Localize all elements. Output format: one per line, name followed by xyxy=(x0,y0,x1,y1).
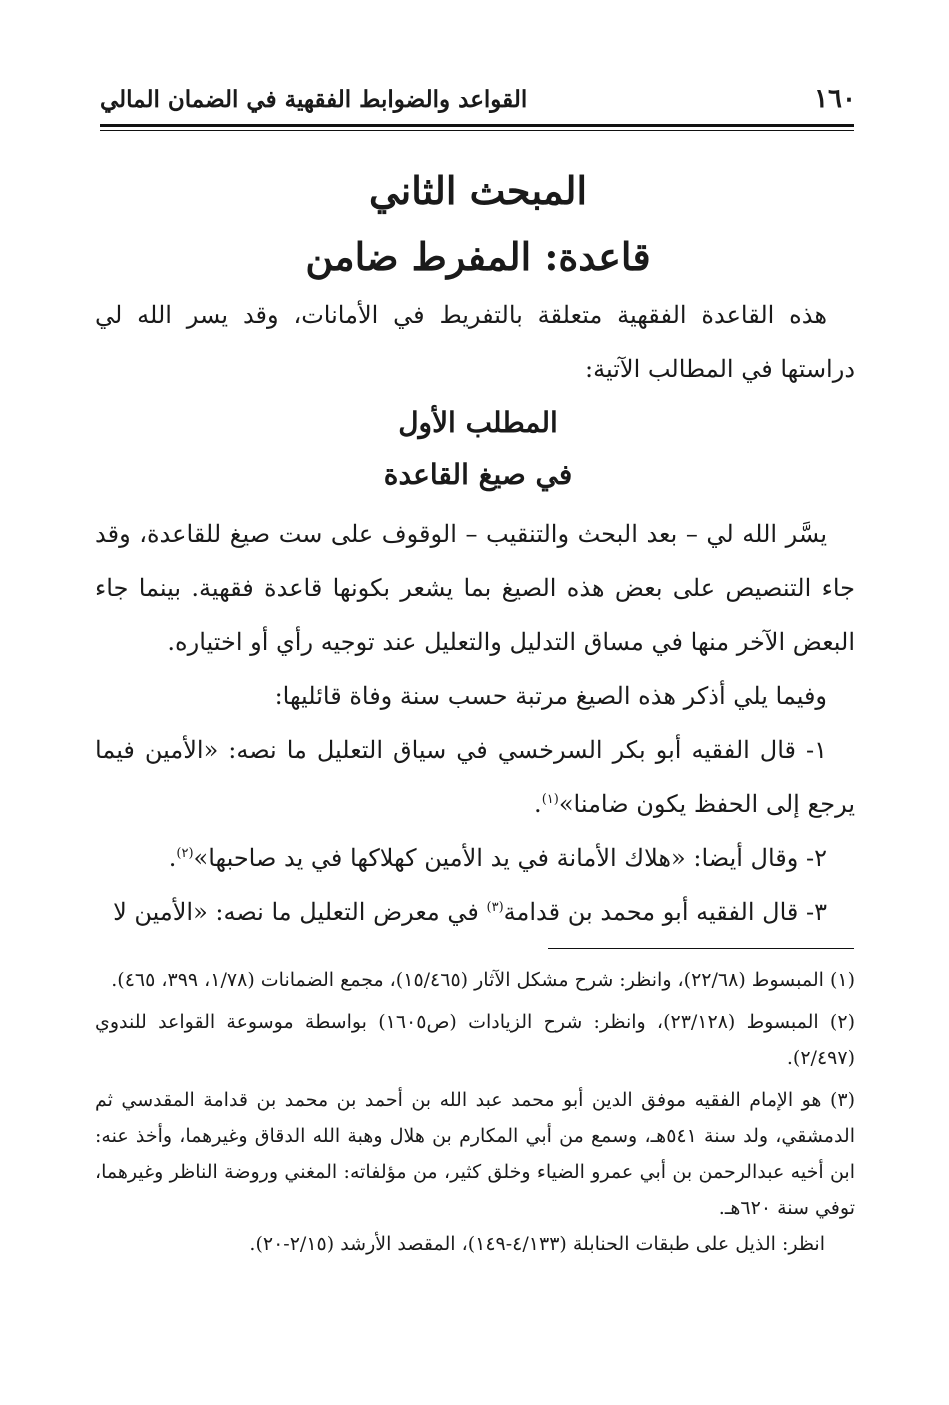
footnote-2: (٢) المبسوط (٢٣/١٢٨)، وانظر: شرح الزيادات (ص١٦٠٥) بواسطة موسوعة القواعد للندوي (٢/٤٩٧). xyxy=(95,1011,855,1069)
paragraph-formulas: يسَّر الله لي – بعد البحث والتنقيب – الوقوف على ست صيغ للقاعدة، وقد جاء التنصيص على بعض هذه الصيغ بما يشعر بكونها قاعدة فقهية. بينما جاء البعض الآخر منها في مساق التدليل والتعليل عند توجيه رأي أو اختياره. xyxy=(95,520,855,656)
footnote-ref-1: (١) xyxy=(541,792,559,807)
footnote-ref-2: (٢) xyxy=(176,846,194,861)
list-item-1 xyxy=(95,723,855,831)
header-rule-thin xyxy=(100,130,854,131)
section-title: المبحث الثاني xyxy=(368,168,588,213)
intro-paragraph: هذه القاعدة الفقهية متعلقة بالتفريط في الأمانات، وقد يسر الله لي دراستها في المطالب الآتية: xyxy=(95,301,855,383)
footnotes xyxy=(95,962,855,1268)
running-title: القواعد والضوابط الفقهية في الضمان المالي xyxy=(100,86,528,113)
list-item-2-end: . xyxy=(168,844,177,872)
page-number: ١٦٠ xyxy=(814,84,856,114)
page-header xyxy=(100,84,856,120)
list-item-2 xyxy=(95,831,855,885)
list-item-2-text: ٢- وقال أيضا: «هلاك الأمانة في يد الأمين كهلاكها في يد صاحبها» xyxy=(193,844,827,872)
subsection-subtitle: في صيغ القاعدة xyxy=(383,458,573,491)
intro-block xyxy=(95,288,855,396)
footnote-3-source: انظر: الذيل على طبقات الحنابلة (٤/١٣٣-١٤٩)، المقصد الأرشد (٢/١٥-٢٠). xyxy=(249,1233,825,1255)
footnote-3: (٣) هو الإمام الفقيه موفق الدين أبو محمد عبد الله بن أحمد بن محمد بن قدامة المقدسي ثم الدمشقي، ولد سنة ٥٤١هـ، وسمع من أبي المكارم بن هلال وهبة الله الدقاق وغيرهما، وأخذ عنه: ابن أخيه عبدالرحمن بن أبي عمرو الضياء وخلق كثير، من مؤلفاته: المغني وروضة الناظر وغيرهما، توفي سنة ٦٢٠هـ. xyxy=(95,1089,855,1219)
footnote-ref-3: (٣) xyxy=(486,900,504,915)
list-item-1-text: ١- قال الفقيه أبو بكر السرخسي في سياق التعليل ما نصه: «الأمين فيما يرجع إلى الحفظ يكون ضامنا» xyxy=(95,736,855,818)
paragraph-order: وفيما يلي أذكر هذه الصيغ مرتبة حسب سنة وفاة قائليها: xyxy=(274,682,827,710)
footnote-separator xyxy=(548,948,854,949)
rule-title: قاعدة: المفرط ضامن xyxy=(305,234,651,279)
list-item-3 xyxy=(95,885,855,939)
subsection-title: المطلب الأول xyxy=(398,406,558,439)
main-text xyxy=(95,507,855,939)
list-item-1-end: . xyxy=(534,790,542,818)
list-item-3-end: في معرض التعليل ما نصه: «الأمين لا xyxy=(113,898,487,926)
footnote-1: (١) المبسوط (٢٢/٦٨)، وانظر: شرح مشكل الآثار (١٥/٤٦٥)، مجمع الضمانات (١/٧٨، ٣٩٩، ٤٦٥). xyxy=(111,969,855,991)
header-rule-thick xyxy=(100,124,854,127)
list-item-3-text: ٣- قال الفقيه أبو محمد بن قدامة xyxy=(503,898,827,926)
